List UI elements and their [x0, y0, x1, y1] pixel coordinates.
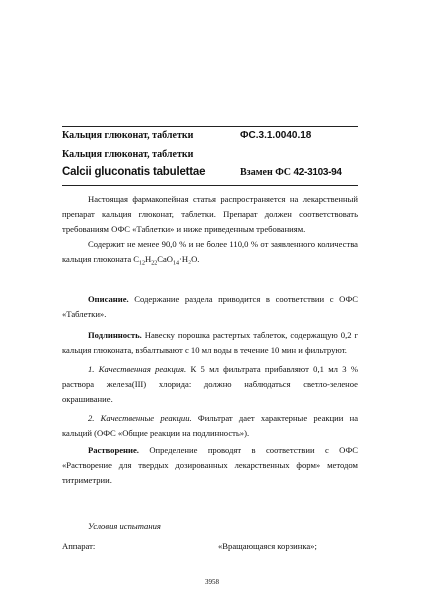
dissolution-paragraph: Растворение. Определение проводят в соответствии с ОФС «Растворение для твердых дозированных лекарственных форм» методом титриметрии. [62, 445, 358, 485]
fs-number: ФС.3.1.0040.18 [240, 130, 312, 141]
reaction-2-paragraph: 2. Качественные реакции. Фильтрат дает характерные реакции на кальций (ОФС «Общие реакции на подлинность»). [62, 413, 359, 438]
header-rule-top [62, 126, 358, 127]
apparatus-value: «Вращающаяся корзинка»; [218, 541, 317, 551]
article-title-latin: Calcii gluconatis tabulettae [62, 166, 206, 178]
header-rule-bottom [62, 185, 358, 186]
sections-block [62, 292, 358, 488]
dissolution-label: Растворение. [88, 445, 139, 455]
test-conditions-heading: Условия испытания [88, 521, 161, 531]
page-number: 3958 [205, 578, 219, 586]
article-title-ru: Кальция глюконат, таблетки [62, 149, 194, 160]
description-paragraph: Описание. Содержание раздела приводится в соответствии с ОФС «Таблетки». [62, 294, 358, 319]
reaction-2-label: 2. Качественные реакции. [88, 413, 192, 423]
identity-label: Подлинность. [88, 330, 142, 340]
intro-block [62, 192, 358, 272]
identity-paragraph: Подлинность. Навеску порошка растертых таблеток, содержащую 0,2 г кальция глюконата, взбалтывают с 10 мл воды в течение 10 мин и фильтруют. [62, 330, 358, 355]
reaction-1-label: 1. Качественная реакция. [88, 364, 187, 374]
reaction-1-paragraph: 1. Качественная реакция. К 5 мл фильтрата прибавляют 0,1 мл 3 % раствора железа(III) хлорида: должно наблюдаться светло-зеленое окрашивание. [62, 364, 358, 404]
apparatus-label: Аппарат: [62, 541, 96, 551]
intro-paragraph: Настоящая фармакопейная статья распространяется на лекарственный препарат кальция глюконат, таблетки. Препарат должен соответствовать требованиям ОФС «Таблетки» и ниже приведенным требованиям. [62, 194, 358, 234]
content-paragraph: Содержит не менее 90,0 % и не более 110,0 % от заявленного количества кальция глюконата $C_{12}H_{22}CaO_{14}\cdot H_2O$. [62, 239, 358, 267]
description-label: Описание. [88, 294, 129, 304]
replaces-fs: Взамен ФС 42-3103-94 [240, 167, 342, 178]
article-title: Кальция глюконат, таблетки [62, 130, 194, 141]
